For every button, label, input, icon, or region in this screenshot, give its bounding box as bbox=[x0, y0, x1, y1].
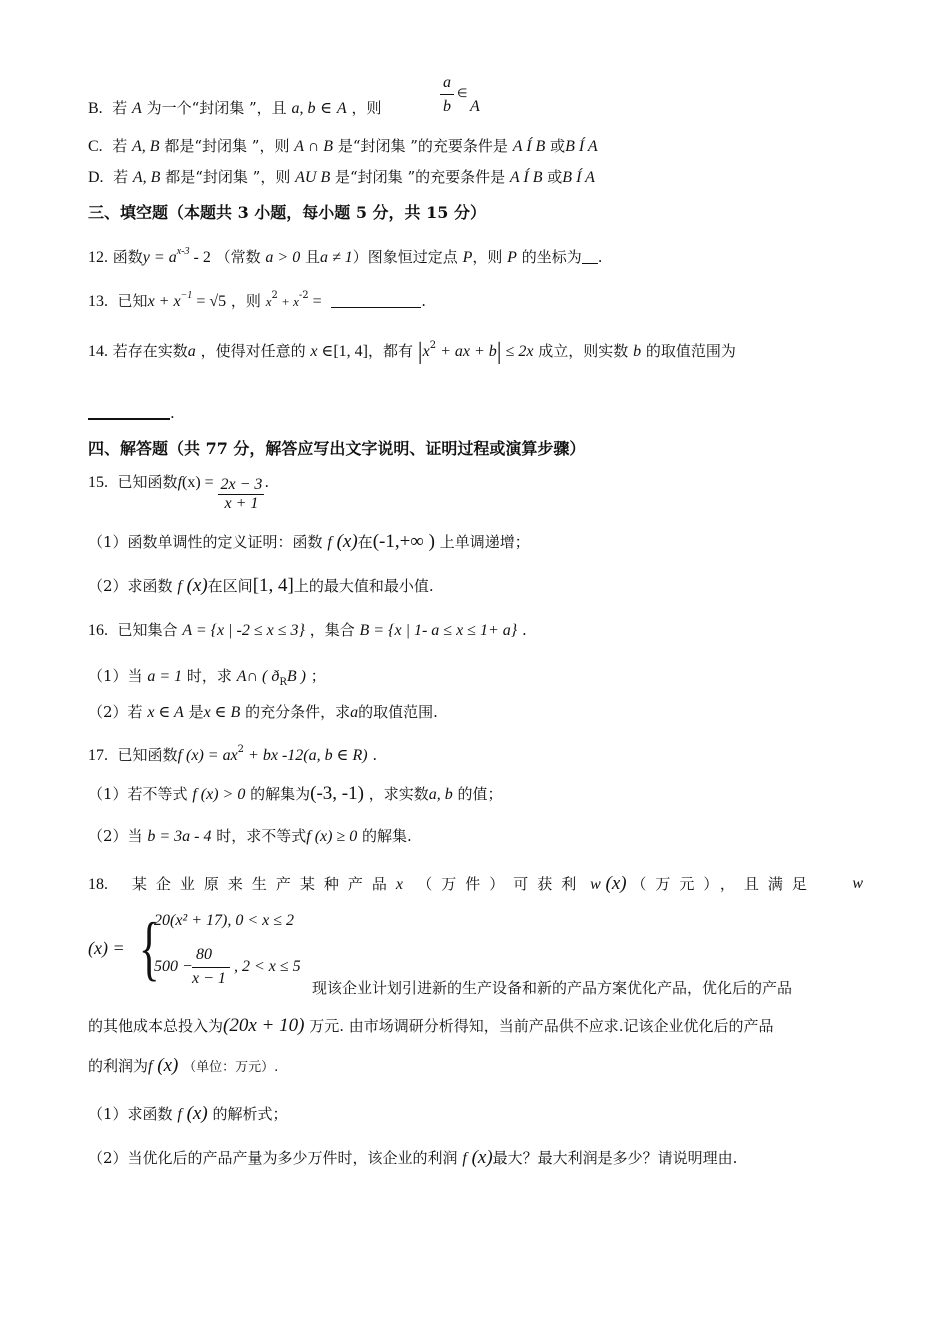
question-17-part-2: （2）当 b = 3a - 4 时，求不等式f (x) ≥ 0 的解集. bbox=[88, 827, 412, 845]
question-18-line-2: 现该企业计划引进新的生产设备和新的产品方案优化产品，优化后的产品 bbox=[312, 979, 793, 997]
option-c: C. 若 A, B 都是“封闭集 ”，则 A ∩ B 是“封闭集 ”的充要条件是 A Í B 或B Í A bbox=[88, 137, 598, 155]
question-18: 18. 某企业原来生产某种产品x （万件）可获利 w (x) （万元），且满足 w bbox=[88, 873, 863, 894]
section-3-heading: 三、填空题（本题共 3 小题，每小题 5 分，共 15 分） bbox=[88, 203, 486, 222]
question-18-part-1: （1）求函数 f (x) 的解析式； bbox=[88, 1103, 288, 1124]
question-12: 12. 函数$y = a^{x-3} - 2$ （常数 a > 0 且a ≠ 1）图象恒过定点 P，则 P 的坐标为 . bbox=[88, 246, 603, 266]
answer-blank bbox=[582, 247, 598, 264]
option-label: B. bbox=[88, 100, 103, 117]
question-18-line-4: 的利润为f (x) （单位：万元）. bbox=[88, 1055, 279, 1076]
question-16-part-1: （1）当 a = 1 时，求 A∩ ( $ð_RB$ ) ； bbox=[88, 667, 326, 688]
question-15-part-2: （2）求函数 f (x)在区间[1, 4]上的最大值和最小值. bbox=[88, 575, 434, 596]
question-15-part-1: （1）函数单调性的定义证明：函数 f (x)在(-1,+∞ ) 上单调递增； bbox=[88, 531, 530, 552]
question-15: 15. 已知函数f(x) = $\frac{2x - 3}{x + 1}$ . bbox=[88, 473, 270, 512]
answer-blank bbox=[88, 402, 170, 420]
question-14-answer: . bbox=[88, 402, 175, 423]
option-b: B. 若 A 为一个“封闭集 ”，且 a, b ∈ A ，则 bbox=[88, 99, 382, 117]
piecewise-function: (x) = { 20(x² + 17), 0 < x ≤ 2 500 − 80 x − 1 , 2 < x ≤ 5 bbox=[88, 908, 301, 988]
question-17-part-1: （1）若不等式 f (x) > 0 的解集为(-3, -1) ，求实数a, b 的值； bbox=[88, 783, 503, 804]
question-13: 13. 已知$x + x^{-1} = √5$ ，则 $x^2 + x^{-2}$ = . bbox=[88, 290, 427, 310]
question-16: 16. 已知集合 A = {x | -2 ≤ x ≤ 3} ，集合 B = {x | 1- a ≤ x ≤ 1+ a} . bbox=[88, 621, 527, 639]
question-18-line-3: 的其他成本总投入为(20x + 10) 万元. 由市场调研分析得知，当前产品供不应求.记该企业优化后的产品 bbox=[88, 1015, 774, 1036]
fraction: $\frac{2x - 3}{x + 1}$ bbox=[220, 476, 263, 512]
question-17: 17. 已知函数f $(x) = ax^2$ + bx -12(a, b ∈ R) . bbox=[88, 744, 378, 764]
section-4-heading: 四、解答题（共 77 分，解答应写出文字说明、证明过程或演算步骤） bbox=[88, 439, 586, 458]
answer-blank bbox=[331, 291, 421, 308]
option-d: D. 若 A, B 都是“封闭集 ”，则 AU B 是“封闭集 ”的充要条件是 A Í B 或B Í A bbox=[88, 168, 595, 186]
question-18-part-2: （2）当优化后的产品产量为多少万件时，该企业的利润 f (x)最大？最大利润是多少？请说明理由. bbox=[88, 1147, 738, 1168]
question-14: 14. 若存在实数a ，使得对任意的 x ∈[1, 4]，都有 $|x^2$ + ax + b| ≤ 2x 成立，则实数 b 的取值范围为 bbox=[88, 339, 736, 365]
question-16-part-2: （2）若 x ∈ A 是x ∈ B 的充分条件，求a的取值范围. bbox=[88, 703, 438, 721]
